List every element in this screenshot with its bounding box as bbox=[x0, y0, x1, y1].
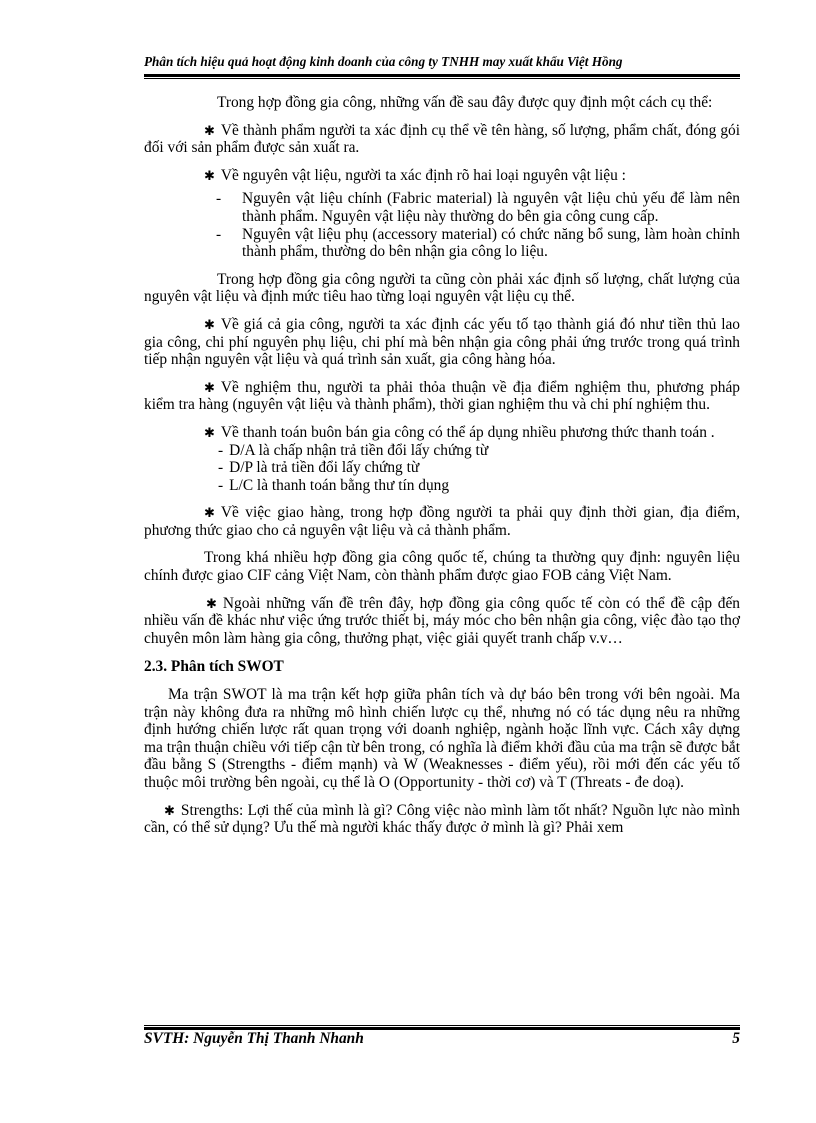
star-bullet-icon: ✱ bbox=[204, 122, 215, 138]
paragraph-swot-intro: Ma trận SWOT là ma trận kết hợp giữa phân tích và dự báo bên trong với bên ngoài. Ma trận này không đưa ra những mô hình chiến lược cụ thể, nhưng nó có tác dụng nêu ra những định hướng chiến lược rất quan trọng với doanh nghiệp, ngành hoặc lĩnh vực. Cách xây dựng ma trận thuận chiều với tiếp cận từ bên trong, có nghĩa là điểm khởi đầu của ma trận sẽ được bắt đầu bằng S (Strengths - điểm mạnh) và W (Weaknesses - điểm yếu), rồi mới đến các yếu tố thuộc môi trường bên ngoài, cụ thể là O (Opportunity - thời cơ) và T (Threats - đe doạ). bbox=[144, 686, 740, 791]
star-bullet-icon: ✱ bbox=[206, 595, 217, 611]
dash-bullet: - bbox=[218, 476, 224, 494]
star-bullet-icon: ✱ bbox=[204, 505, 215, 521]
paragraph-finished-goods: ✱ Về thành phẩm người ta xác định cụ thể về tên hàng, số lượng, phẩm chất, đóng gói đối với sản phẩm được sản xuất ra. bbox=[144, 121, 740, 157]
header-rule bbox=[144, 74, 740, 79]
star-bullet-icon: ✱ bbox=[204, 316, 215, 332]
paragraph-acceptance: ✱ Về nghiệm thu, người ta phải thỏa thuận về địa điểm nghiệm thu, phương pháp kiểm tra hàng (nguyên vật liệu và thành phẩm), thời gian nghiệm thu và chi phí nghiệm thu. bbox=[144, 378, 740, 414]
paragraph-pricing: ✱ Về giá cả gia công, người ta xác định các yếu tố tạo thành giá đó như tiền thủ lao gia công, chi phí nguyên phụ liệu, chi phí mà bên nhận gia công phải ứng trước trong quá trình tiếp nhận nguyên vật liệu và quá trình sản xuất, gia công hàng hóa. bbox=[144, 315, 740, 369]
list-item: - Nguyên vật liệu phụ (accessory material) có chức năng bổ sung, làm hoàn chỉnh thành phẩm, thường do bên nhận gia công lo liệu. bbox=[216, 225, 740, 261]
dash-bullet: - bbox=[216, 190, 222, 208]
page-footer bbox=[144, 1030, 740, 1048]
list-item: - L/C là thanh toán bằng thư tín dụng bbox=[218, 476, 450, 494]
paragraph-strengths: ✱ Strengths: Lợi thế của mình là gì? Công việc nào mình làm tốt nhất? Nguồn lực nào mình cần, có thể sử dụng? Ưu thế mà người khác thấy được ở mình là gì? Phải xem bbox=[144, 801, 740, 837]
section-heading: 2.3. Phân tích SWOT bbox=[144, 658, 284, 676]
list-item: - D/P là trả tiền đổi lấy chứng từ bbox=[218, 459, 420, 477]
dash-bullet: - bbox=[218, 459, 224, 477]
running-header: Phân tích hiệu quả hoạt động kinh doanh của công ty TNHH may xuất khẩu Việt Hồng bbox=[144, 54, 623, 69]
paragraph-delivery: ✱ Về việc giao hàng, trong hợp đồng người ta phải quy định thời gian, địa điểm, phương thức giao cho cả nguyên vật liệu và cả thành phẩm. bbox=[144, 504, 740, 539]
paragraph-intro: Trong hợp đồng gia công, những vấn đề sau đây được quy định một cách cụ thể: bbox=[217, 94, 713, 111]
paragraph-other-issues: ✱ Ngoài những vấn đề trên đây, hợp đồng gia công quốc tế còn có thể đề cập đến nhiều vấn đề khác như việc ứng trước thiết bị, máy móc cho bên nhận gia công, việc đào tạo thợ chuyên môn làm hàng gia công, thưởng phạt, việc giải quyết tranh chấp v.v… bbox=[144, 594, 740, 647]
star-bullet-icon: ✱ bbox=[204, 424, 215, 440]
paragraph-incoterms: Trong khá nhiều hợp đồng gia công quốc tế, chúng ta thường quy định: nguyên liệu chính được giao CIF cảng Việt Nam, còn thành phẩm được giao FOB cảng Việt Nam. bbox=[144, 549, 740, 585]
list-item: - Nguyên vật liệu chính (Fabric material) là nguyên vật liệu chủ yếu để làm nên thành phẩm. Nguyên vật liệu này thường do bên gia công cung cấp. bbox=[216, 190, 740, 225]
payment-methods-list bbox=[144, 442, 740, 495]
dash-bullet: - bbox=[218, 441, 224, 459]
dash-bullet: - bbox=[216, 225, 222, 243]
paragraph-material-quantity: Trong hợp đồng gia công người ta cũng còn phải xác định số lượng, chất lượng của nguyên vật liệu và định mức tiêu hao từng loại nguyên vật liệu cụ thể. bbox=[144, 270, 740, 306]
page-content bbox=[144, 94, 740, 837]
paragraph-payment: ✱ Về thanh toán buôn bán gia công có thể áp dụng nhiều phương thức thanh toán . bbox=[204, 423, 715, 441]
star-bullet-icon: ✱ bbox=[164, 802, 175, 818]
star-bullet-icon: ✱ bbox=[204, 167, 215, 183]
paragraph-materials: ✱ Về nguyên vật liệu, người ta xác định rõ hai loại nguyên vật liệu : bbox=[204, 166, 626, 184]
page-number: 5 bbox=[732, 1030, 740, 1047]
materials-list bbox=[144, 190, 740, 260]
footer-author: SVTH: Nguyễn Thị Thanh Nhanh bbox=[144, 1030, 364, 1047]
list-item: - D/A là chấp nhận trả tiền đổi lấy chứng từ bbox=[218, 441, 489, 459]
star-bullet-icon: ✱ bbox=[204, 379, 215, 395]
